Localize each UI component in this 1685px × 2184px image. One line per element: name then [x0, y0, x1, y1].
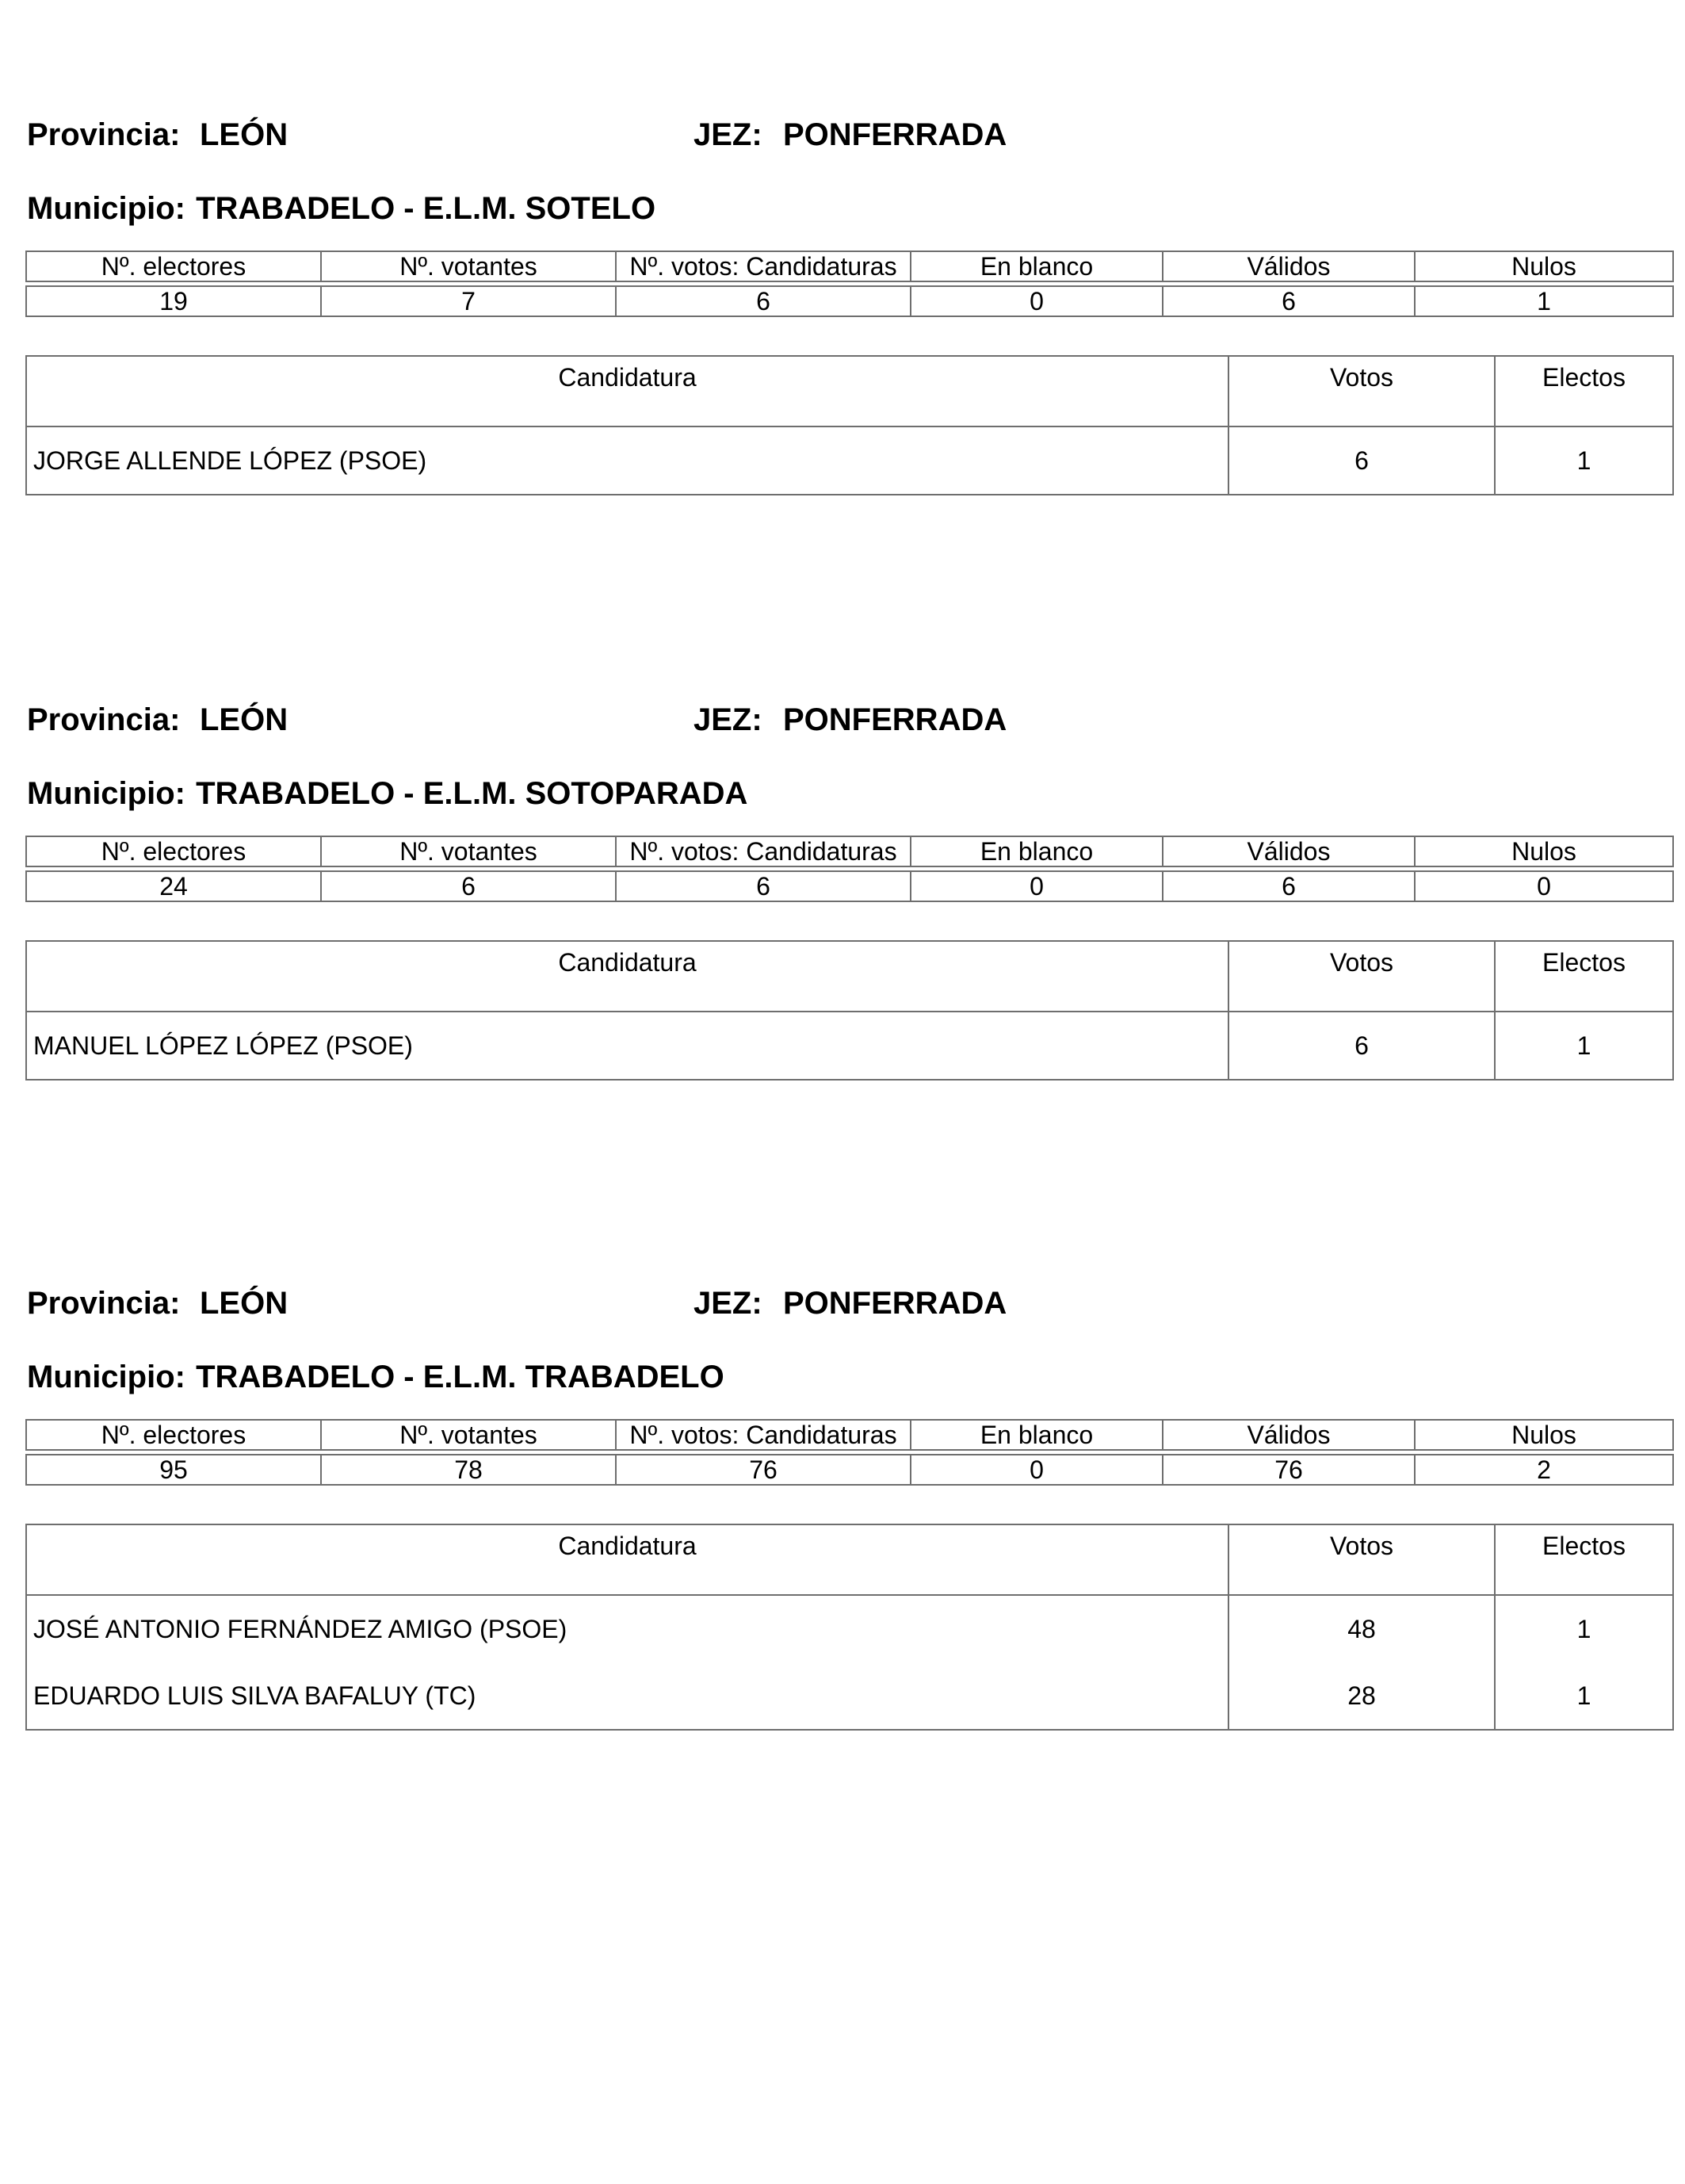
stats-values-row [26, 871, 1673, 901]
municipio-label: Municipio: [27, 776, 185, 811]
nulos-value: 0 [1415, 871, 1673, 901]
electores-value: 19 [26, 286, 321, 316]
nulos-header: Nulos [1415, 836, 1673, 866]
table-row [26, 1662, 1673, 1730]
votantes-value: 6 [321, 871, 616, 901]
stats-header-row [26, 251, 1673, 281]
candidate-electos: 1 [1495, 1662, 1673, 1730]
header-row [25, 1279, 1672, 1327]
municipio-value: TRABADELO - E.L.M. SOTOPARADA [196, 776, 748, 811]
candidate-name: EDUARDO LUIS SILVA BAFALUY (TC) [26, 1662, 1228, 1730]
section-sotelo [25, 111, 1672, 495]
candidates-header-row [26, 941, 1673, 1012]
provincia-label: Provincia: [27, 117, 181, 152]
votos-header: Votos [1228, 1524, 1495, 1595]
header-row [25, 696, 1672, 744]
votos-candidaturas-header: Nº. votos: Candidaturas [616, 1420, 911, 1450]
votantes-value: 7 [321, 286, 616, 316]
validos-value: 6 [1163, 286, 1415, 316]
municipio-value: TRABADELO - E.L.M. TRABADELO [196, 1360, 724, 1394]
en-blanco-value: 0 [911, 1455, 1163, 1485]
table-row [26, 426, 1673, 495]
municipio-value: TRABADELO - E.L.M. SOTELO [196, 191, 656, 226]
votos-candidaturas-value: 76 [616, 1455, 911, 1485]
candidate-electos: 1 [1495, 1595, 1673, 1662]
jez-label: JEZ: [693, 702, 762, 737]
candidatura-header: Candidatura [26, 1524, 1228, 1595]
electos-header: Electos [1495, 356, 1673, 426]
nulos-header: Nulos [1415, 251, 1673, 281]
stats-values-row [26, 286, 1673, 316]
candidates-table [25, 1524, 1674, 1731]
electos-header: Electos [1495, 941, 1673, 1012]
jez-value: PONFERRADA [783, 702, 1007, 737]
jez-value: PONFERRADA [783, 117, 1007, 152]
candidates-header-row [26, 356, 1673, 426]
stats-values-row [26, 1455, 1673, 1485]
nulos-header: Nulos [1415, 1420, 1673, 1450]
jez-label: JEZ: [693, 117, 762, 152]
votos-candidaturas-header: Nº. votos: Candidaturas [616, 836, 911, 866]
candidate-name: JORGE ALLENDE LÓPEZ (PSOE) [26, 426, 1228, 495]
votantes-header: Nº. votantes [321, 836, 616, 866]
electos-header: Electos [1495, 1524, 1673, 1595]
stats-table [25, 251, 1674, 317]
candidate-electos: 1 [1495, 1012, 1673, 1080]
municipio-row [25, 770, 1672, 817]
validos-header: Válidos [1163, 251, 1415, 281]
stats-table [25, 836, 1674, 902]
en-blanco-value: 0 [911, 286, 1163, 316]
candidate-votos: 28 [1228, 1662, 1495, 1730]
municipio-label: Municipio: [27, 191, 185, 226]
provincia-value: LEÓN [200, 117, 288, 152]
candidate-votos: 6 [1228, 1012, 1495, 1080]
votos-header: Votos [1228, 356, 1495, 426]
provincia-value: LEÓN [200, 702, 288, 737]
table-row [26, 1595, 1673, 1662]
municipio-row [25, 1353, 1672, 1401]
electores-value: 24 [26, 871, 321, 901]
municipio-label: Municipio: [27, 1360, 185, 1394]
validos-header: Válidos [1163, 1420, 1415, 1450]
candidatura-header: Candidatura [26, 941, 1228, 1012]
candidate-votos: 48 [1228, 1595, 1495, 1662]
validos-value: 6 [1163, 871, 1415, 901]
section-sotoparada [25, 696, 1672, 1081]
section-trabadelo [25, 1279, 1672, 1731]
candidates-table [25, 355, 1674, 495]
validos-header: Válidos [1163, 836, 1415, 866]
candidatura-header: Candidatura [26, 356, 1228, 426]
candidates-table [25, 940, 1674, 1081]
stats-table [25, 1419, 1674, 1486]
table-row [26, 1012, 1673, 1080]
electores-header: Nº. electores [26, 251, 321, 281]
votantes-header: Nº. votantes [321, 251, 616, 281]
votos-header: Votos [1228, 941, 1495, 1012]
provincia-label: Provincia: [27, 702, 181, 737]
en-blanco-header: En blanco [911, 1420, 1163, 1450]
votos-candidaturas-header: Nº. votos: Candidaturas [616, 251, 911, 281]
votos-candidaturas-value: 6 [616, 286, 911, 316]
candidate-electos: 1 [1495, 426, 1673, 495]
candidate-votos: 6 [1228, 426, 1495, 495]
votantes-value: 78 [321, 1455, 616, 1485]
nulos-value: 1 [1415, 286, 1673, 316]
electores-header: Nº. electores [26, 836, 321, 866]
candidate-name: MANUEL LÓPEZ LÓPEZ (PSOE) [26, 1012, 1228, 1080]
jez-label: JEZ: [693, 1286, 762, 1321]
electores-value: 95 [26, 1455, 321, 1485]
candidates-header-row [26, 1524, 1673, 1595]
en-blanco-value: 0 [911, 871, 1163, 901]
votos-candidaturas-value: 6 [616, 871, 911, 901]
en-blanco-header: En blanco [911, 836, 1163, 866]
provincia-label: Provincia: [27, 1286, 181, 1321]
candidate-name: JOSÉ ANTONIO FERNÁNDEZ AMIGO (PSOE) [26, 1595, 1228, 1662]
stats-header-row [26, 1420, 1673, 1450]
nulos-value: 2 [1415, 1455, 1673, 1485]
stats-header-row [26, 836, 1673, 866]
validos-value: 76 [1163, 1455, 1415, 1485]
votantes-header: Nº. votantes [321, 1420, 616, 1450]
municipio-row [25, 185, 1672, 232]
provincia-value: LEÓN [200, 1286, 288, 1321]
en-blanco-header: En blanco [911, 251, 1163, 281]
jez-value: PONFERRADA [783, 1286, 1007, 1321]
header-row [25, 111, 1672, 159]
electores-header: Nº. electores [26, 1420, 321, 1450]
